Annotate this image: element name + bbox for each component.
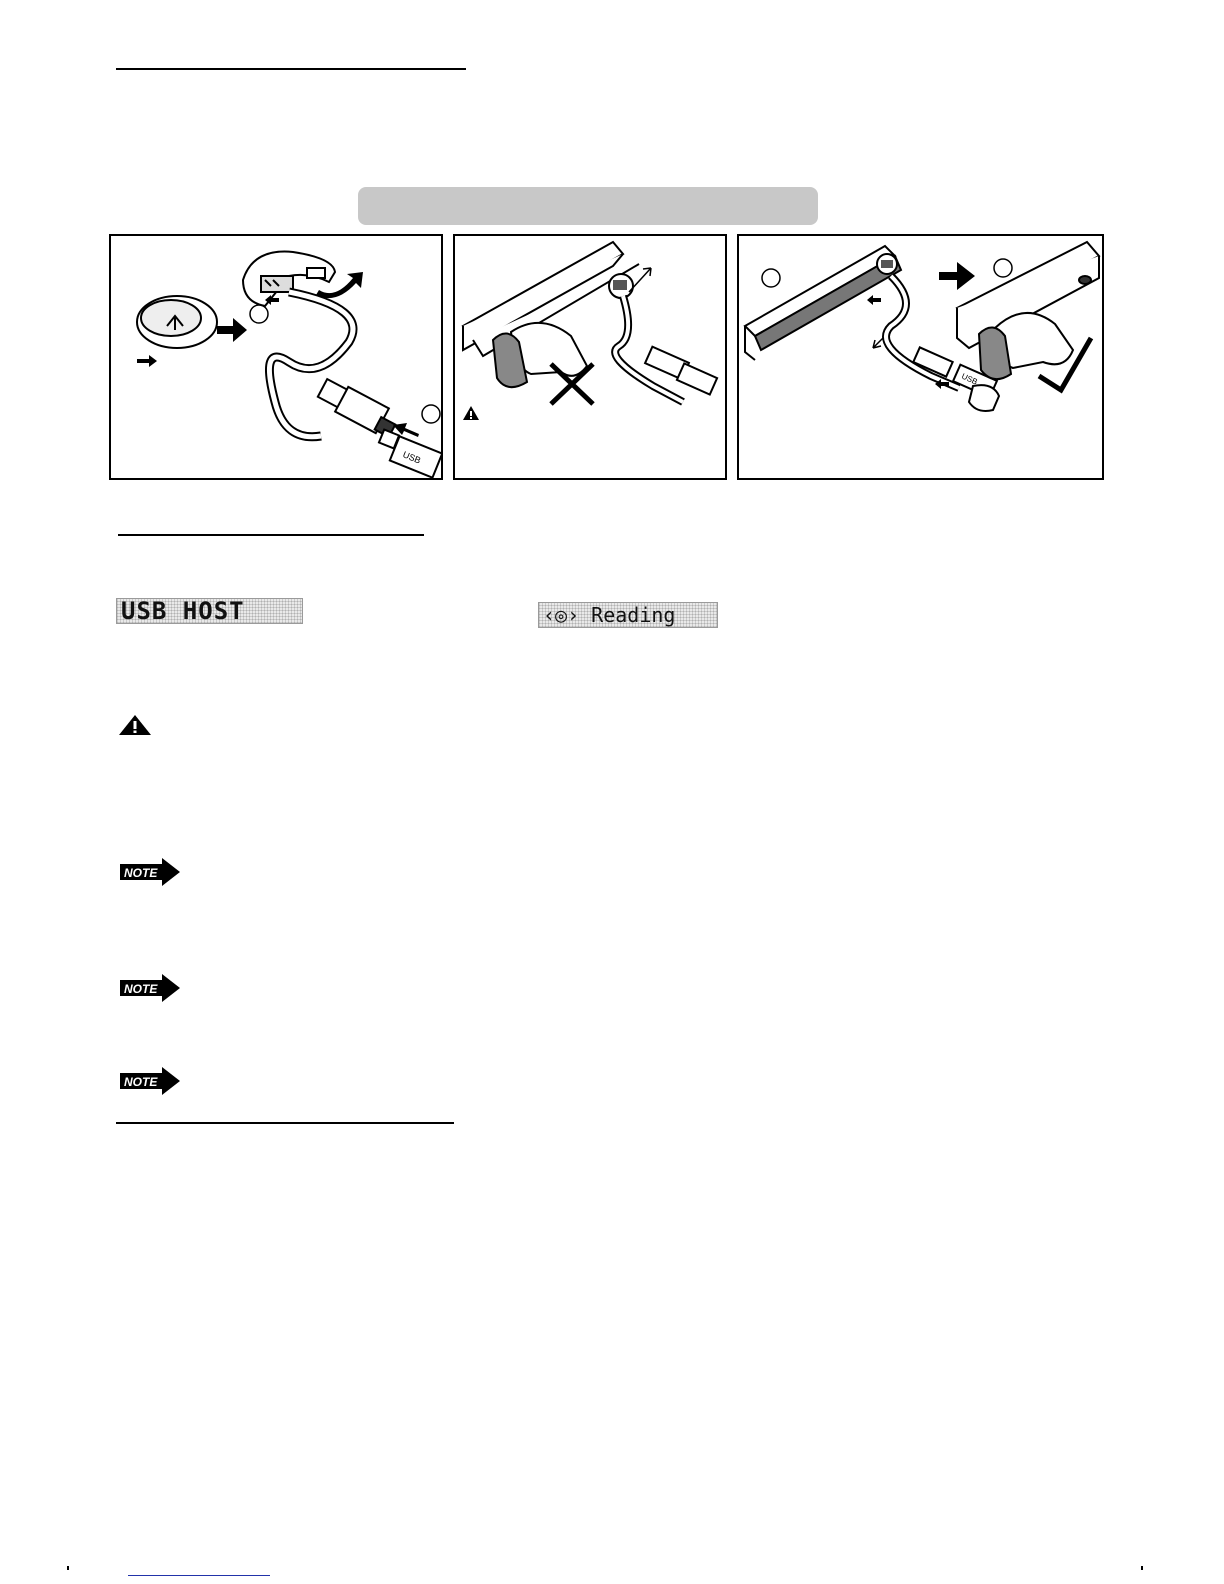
svg-text:NOTE: NOTE (124, 982, 158, 996)
diagram-panel-wrong-removal (453, 234, 727, 480)
lcd-display-usb-host (116, 598, 303, 624)
warning-triangle-icon (116, 713, 154, 737)
svg-text:NOTE: NOTE (124, 1075, 158, 1089)
diagram-panel-correct-removal (737, 234, 1104, 480)
svg-text:USB: USB (960, 371, 979, 387)
note-icon (118, 974, 182, 1002)
small-arrow-icon (867, 295, 881, 305)
big-arrow-icon (217, 318, 247, 342)
note-icon (118, 858, 182, 886)
wrong-removal-illustration (455, 236, 727, 480)
crop-mark-right (1141, 1566, 1143, 1570)
correct-removal-illustration (739, 236, 1104, 480)
crop-mark-left (67, 1566, 69, 1570)
arrow-icon (137, 355, 157, 367)
section-heading-rule-2 (118, 534, 424, 536)
svg-text:USB: USB (401, 449, 423, 466)
usb-cover-cap (137, 296, 217, 348)
connect-usb-illustration (111, 236, 443, 480)
lcd-display-reading (538, 602, 718, 628)
note-icon (118, 1067, 182, 1095)
diagram-panel-connect-usb (109, 234, 443, 480)
step-circle-2 (422, 405, 440, 423)
usb-stick (379, 430, 442, 478)
section-heading-rule-1 (116, 68, 466, 70)
big-arrow-icon (939, 262, 975, 290)
step-circle-1 (250, 305, 268, 323)
footer-link-underline (128, 1575, 270, 1576)
lcd-text-reading: ‹◎› Reading (543, 603, 676, 627)
svg-text:NOTE: NOTE (124, 866, 158, 880)
step-circle-2 (994, 259, 1012, 277)
highlight-bar (358, 187, 818, 225)
hand-fingers (969, 385, 999, 411)
section-heading-rule-3 (116, 1122, 454, 1124)
step-circle-1 (762, 269, 780, 287)
lcd-text-usb-host: USB HOST (121, 598, 245, 624)
